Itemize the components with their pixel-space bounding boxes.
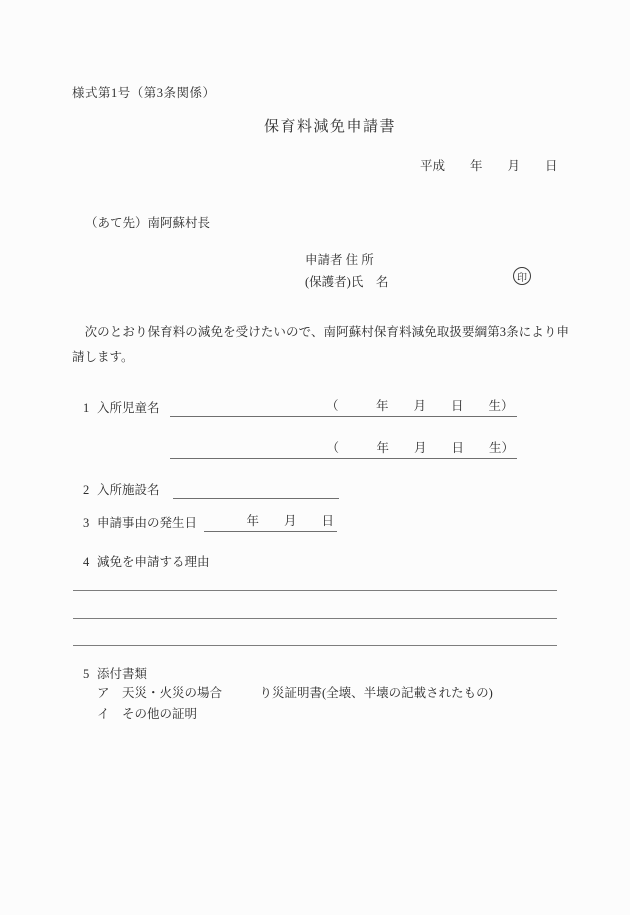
body-paragraph: 次のとおり保育料の減免を受けたいので、南阿蘇村保育料減免取扱要綱第3条により申請します。	[72, 325, 569, 364]
item-attachments-number: 5	[83, 667, 90, 681]
seal-stamp-character: 印	[517, 272, 527, 284]
date-line: 平成 年 月 日	[420, 159, 558, 173]
occurrence-date-field	[204, 513, 337, 532]
facility-name-field	[173, 480, 339, 499]
applicant-address-line: 申請者 住 所	[305, 253, 374, 267]
item-child-row-2	[170, 441, 517, 459]
applicant-block	[305, 249, 388, 293]
attachment-sub-a-text: 天災・火災の場合 り災証明書(全壊、半壊の記載されたもの)	[122, 686, 493, 700]
attachment-sub-b-text: その他の証明	[122, 707, 198, 721]
item-child-number: 1	[83, 401, 90, 415]
item-child-row	[83, 399, 517, 417]
seal-stamp-icon	[513, 267, 531, 285]
document-title: 保育料減免申請書	[263, 119, 396, 135]
attachment-sub-a-row	[97, 685, 493, 701]
child-name-field-2	[170, 440, 517, 459]
item-facility-label: 入所施設名	[97, 483, 160, 497]
child-birthdate-template-2: （ 年 月 日 生）	[326, 441, 514, 455]
applicant-name-line: (保護者)氏 名	[305, 275, 389, 289]
item-facility-number: 2	[83, 483, 90, 497]
item-reason-number: 4	[83, 555, 90, 569]
attachment-sub-b-row	[97, 706, 197, 722]
item-facility-row	[83, 481, 339, 499]
occurrence-date-template: 年 月 日	[221, 514, 335, 528]
item-reason-row	[83, 553, 210, 571]
reason-writing-line-1	[73, 590, 557, 591]
item-occurrence-number: 3	[83, 516, 90, 530]
reason-writing-line-2	[73, 618, 557, 619]
attachment-sub-a-marker: ア	[97, 686, 110, 700]
child-name-field-1	[170, 398, 517, 417]
item-occurrence-row	[83, 514, 337, 532]
child-birthdate-template-1: （ 年 月 日 生）	[326, 399, 514, 413]
item-child-label: 入所児童名	[97, 401, 160, 415]
item-attachments-label: 添付書類	[97, 667, 148, 681]
item-attachments-row	[83, 665, 147, 683]
addressee-line: （あて先）南阿蘇村長	[85, 216, 211, 230]
attachment-sub-b-marker: イ	[97, 707, 110, 721]
item-reason-label: 減免を申請する理由	[97, 555, 210, 569]
item-occurrence-label: 申請事由の発生日	[97, 516, 198, 530]
form-number: 様式第1号（第3条関係）	[72, 86, 216, 100]
reason-writing-line-3	[73, 645, 557, 646]
